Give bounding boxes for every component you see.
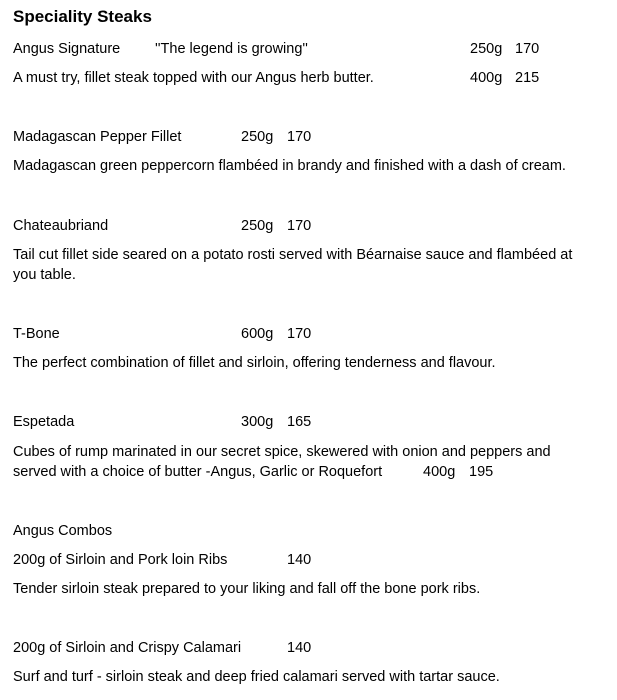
section-heading: Angus Combos: [13, 523, 113, 539]
item-description-line: Tail cut fillet side seared on a potato rosti served with Béarnaise sauce and flambéed at: [13, 247, 573, 263]
item-name: Espetada: [13, 414, 75, 430]
item-description-line: you table.: [13, 267, 76, 283]
item-price: 170: [287, 326, 312, 342]
item-price: 170: [287, 129, 312, 145]
item-description: A must try, fillet steak topped with our Angus herb butter.: [13, 70, 374, 86]
item-name: T-Bone: [13, 326, 60, 342]
page-title: Speciality Steaks: [13, 7, 152, 26]
item-tagline: ''The legend is growing'': [155, 41, 308, 57]
item-weight: 250g: [470, 41, 503, 57]
item-name: 200g of Sirloin and Crispy Calamari: [13, 640, 242, 656]
item-price: 140: [287, 640, 312, 656]
item-weight: 300g: [241, 414, 274, 430]
item-price: 195: [469, 464, 494, 480]
item-description: Madagascan green peppercorn flambéed in brandy and finished with a dash of cream.: [13, 158, 566, 174]
item-description: Surf and turf - sirloin steak and deep fried calamari served with tartar sauce.: [13, 669, 500, 685]
item-name: Madagascan Pepper Fillet: [13, 129, 182, 145]
item-description-line: Cubes of rump marinated in our secret spice, skewered with onion and peppers and: [13, 444, 551, 460]
item-name: 200g of Sirloin and Pork loin Ribs: [13, 552, 228, 568]
item-price: 170: [287, 218, 312, 234]
item-price: 165: [287, 414, 312, 430]
item-weight: 400g: [423, 464, 456, 480]
item-weight: 250g: [241, 218, 274, 234]
item-name: Angus Signature: [13, 41, 121, 57]
item-price: 215: [515, 70, 540, 86]
item-weight: 600g: [241, 326, 274, 342]
item-description-line: served with a choice of butter -Angus, Garlic or Roquefort: [13, 464, 383, 480]
item-weight: 250g: [241, 129, 274, 145]
item-price: 140: [287, 552, 312, 568]
item-name: Chateaubriand: [13, 218, 109, 234]
item-price: 170: [515, 41, 540, 57]
item-description: The perfect combination of fillet and sirloin, offering tenderness and flavour.: [13, 355, 496, 371]
item-weight: 400g: [470, 70, 503, 86]
item-description: Tender sirloin steak prepared to your liking and fall off the bone pork ribs.: [13, 581, 481, 597]
